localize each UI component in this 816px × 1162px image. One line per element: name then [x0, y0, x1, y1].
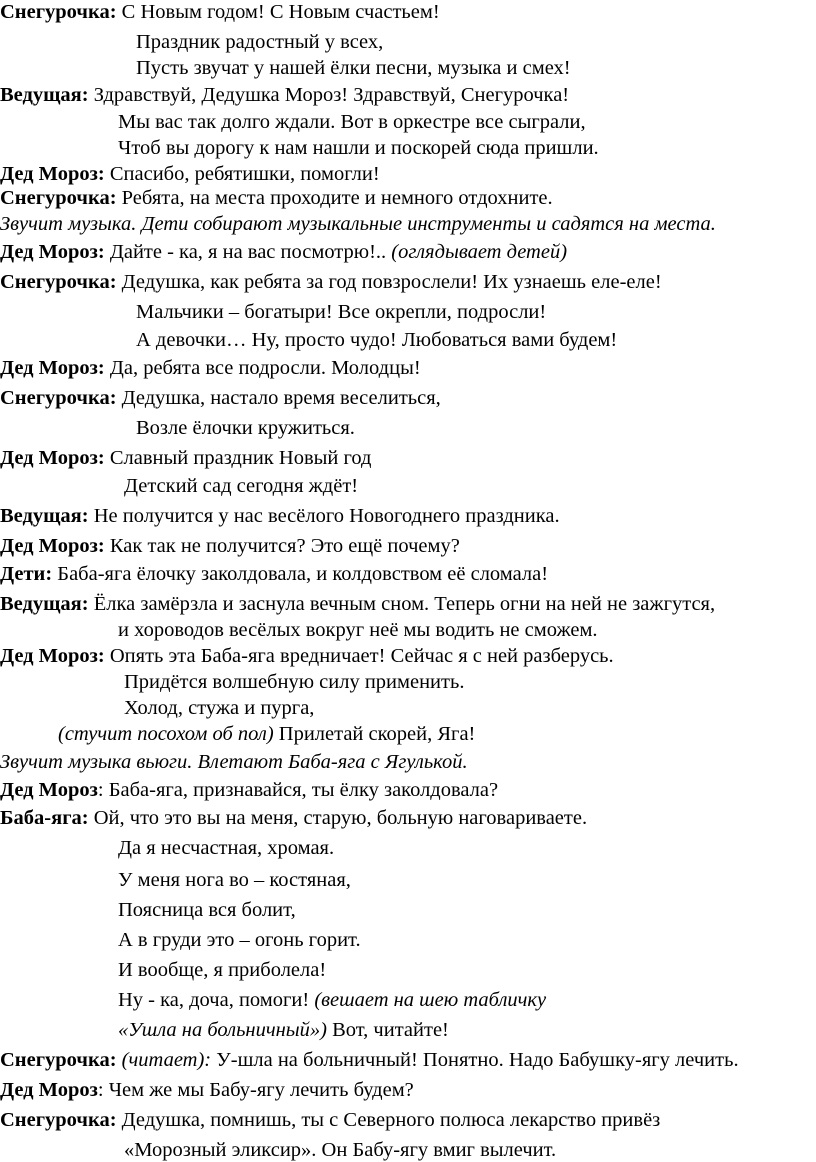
- text-line: [0, 83, 569, 107]
- line-text: Придётся волшебную силу применить.: [124, 671, 465, 693]
- stage-direction: «Ушла на больничный»): [118, 1019, 327, 1041]
- line-text: «Морозный эликсир». Он Бабу-ягу вмиг вылечит.: [124, 1139, 557, 1161]
- line-text: Поясница вся болит,: [118, 899, 296, 921]
- text-line: [0, 1078, 414, 1102]
- speaker-name: Снегурочка:: [0, 271, 117, 293]
- text-line: [0, 504, 560, 528]
- speaker-name: Снегурочка:: [0, 1, 117, 23]
- text-line: [118, 988, 546, 1012]
- text-line: [0, 534, 460, 558]
- line-text: Ребята, на места проходите и немного отдохните.: [116, 187, 553, 209]
- line-text: А девочки… Ну, просто чудо! Любоваться вами будем!: [136, 329, 618, 351]
- speaker-name: Дед Мороз: [0, 779, 98, 801]
- text-line: [118, 110, 586, 134]
- speaker-name: Снегурочка:: [0, 1049, 117, 1071]
- text-line: [0, 592, 715, 616]
- speaker-name: Ведущая:: [0, 505, 89, 527]
- stage-direction: Звучит музыка. Дети собирают музыкальные инструменты и садятся на места.: [0, 213, 716, 235]
- text-line: [136, 300, 546, 324]
- line-text: Да я несчастная, хромая.: [118, 837, 335, 859]
- speaker-name: Баба-яга:: [0, 807, 89, 829]
- stage-direction: Звучит музыка вьюги. Влетают Баба-яга с Ягулькой.: [0, 751, 468, 773]
- speaker-name: Дед Мороз:: [0, 357, 105, 379]
- line-text: Здравствуй, Дедушка Мороз! Здравствуй, Снегурочка!: [88, 84, 570, 106]
- speaker-name: Дед Мороз:: [0, 535, 105, 557]
- line-text: Детский сад сегодня ждёт!: [124, 475, 359, 497]
- line-text: Возле ёлочки кружиться.: [136, 417, 355, 439]
- text-line: [0, 778, 498, 802]
- line-text: Опять эта Баба-яга вредничает! Сейчас я с ней разберусь.: [104, 645, 614, 667]
- text-line: [136, 328, 617, 352]
- line-text: Дедушка, настало время веселиться,: [116, 387, 441, 409]
- stage-direction: (оглядывает детей): [386, 241, 568, 263]
- line-text: Дедушка, помнишь, ты с Северного полюса лекарство привёз: [116, 1109, 661, 1131]
- line-text: Праздник радостный у всех,: [136, 31, 384, 53]
- stage-direction: (вешает на шею табличку: [309, 989, 547, 1011]
- text-line: [118, 868, 351, 892]
- text-line: [118, 836, 334, 860]
- text-line: [136, 56, 571, 80]
- line-text: Чтоб вы дорогу к нам нашли и поскорей сюда пришли.: [118, 137, 599, 159]
- text-line: [0, 212, 716, 236]
- speaker-name: Дед Мороз:: [0, 447, 105, 469]
- line-text: Ёлка замёрзла и заснула вечным сном. Теперь огни на ней не зажгутся,: [88, 593, 716, 615]
- text-line: [0, 1048, 739, 1072]
- text-line: [118, 898, 296, 922]
- text-line: [0, 0, 440, 24]
- line-text: : Баба-яга, признавайся, ты ёлку заколдовала?: [97, 779, 499, 801]
- line-text: С Новым годом! С Новым счастьем!: [116, 1, 440, 23]
- line-text: Ну - ка, доча, помоги!: [118, 989, 310, 1011]
- text-line: [0, 644, 614, 668]
- speaker-name: Ведущая:: [0, 84, 89, 106]
- line-text: И вообще, я приболела!: [118, 959, 327, 981]
- line-text: Холод, стужа и пурга,: [124, 697, 315, 719]
- text-line: [118, 928, 361, 952]
- speaker-name: Снегурочка:: [0, 187, 117, 209]
- line-text: Дайте - ка, я на вас посмотрю!..: [104, 241, 387, 263]
- text-line: [118, 136, 599, 160]
- line-text: Как так не получится? Это ещё почему?: [104, 535, 460, 557]
- text-line: [0, 270, 662, 294]
- line-text: Спасибо, ребятишки, помогли!: [104, 163, 380, 185]
- text-line: [0, 806, 587, 830]
- text-line: [0, 750, 468, 774]
- text-line: [0, 1108, 660, 1132]
- text-line: [118, 618, 598, 642]
- line-text: Баба-яга ёлочку заколдовала, и колдовством её сломала!: [52, 563, 549, 585]
- line-text: : Чем же мы Бабу-ягу лечить будем?: [97, 1079, 414, 1101]
- line-text: Дедушка, как ребята за год повзрослели! Их узнаешь еле-еле!: [116, 271, 662, 293]
- text-line: [0, 562, 548, 586]
- speaker-name: Дед Мороз:: [0, 163, 105, 185]
- text-line: [0, 240, 567, 264]
- speaker-name: Дед Мороз:: [0, 645, 105, 667]
- text-line: [136, 30, 383, 54]
- speaker-name: Ведущая:: [0, 593, 89, 615]
- text-line: [124, 1138, 556, 1162]
- line-text: Прилетай скорей, Яга!: [273, 723, 476, 745]
- line-text: Пусть звучат у нашей ёлки песни, музыка и смех!: [136, 57, 571, 79]
- text-line: [118, 958, 326, 982]
- line-text: У меня нога во – костяная,: [118, 869, 351, 891]
- line-text: Мальчики – богатыри! Все окрепли, подросли!: [136, 301, 547, 323]
- line-text: Мы вас так долго ждали. Вот в оркестре все сыграли,: [118, 111, 586, 133]
- line-text: Славный праздник Новый год: [104, 447, 372, 469]
- speaker-name: Снегурочка:: [0, 1109, 117, 1131]
- text-line: [0, 386, 441, 410]
- text-line: [0, 186, 553, 210]
- stage-direction: (читает):: [121, 1049, 212, 1071]
- line-text: Не получится у нас весёлого Новогоднего праздника.: [88, 505, 560, 527]
- line-text: Да, ребята все подросли. Молодцы!: [104, 357, 421, 379]
- line-text: А в груди это – огонь горит.: [118, 929, 361, 951]
- text-line: [58, 722, 475, 746]
- text-line: [124, 696, 314, 720]
- text-line: [0, 446, 371, 470]
- line-text: Ой, что это вы на меня, старую, больную наговариваете.: [88, 807, 588, 829]
- speaker-name: Дед Мороз:: [0, 241, 105, 263]
- stage-direction: (стучит посохом об пол): [58, 723, 274, 745]
- text-line: [0, 162, 380, 186]
- line-text: У-шла на больничный! Понятно. Надо Бабушку-ягу лечить.: [211, 1049, 739, 1071]
- speaker-name: Дети:: [0, 563, 53, 585]
- text-line: [136, 416, 355, 440]
- speaker-name: Снегурочка:: [0, 387, 117, 409]
- text-line: [124, 670, 464, 694]
- text-line: [124, 474, 358, 498]
- text-line: [0, 356, 421, 380]
- text-line: [118, 1018, 449, 1042]
- speaker-name: Дед Мороз: [0, 1079, 98, 1101]
- line-text: Вот, читайте!: [326, 1019, 449, 1041]
- line-text: и хороводов весёлых вокруг неё мы водить не сможем.: [118, 619, 598, 641]
